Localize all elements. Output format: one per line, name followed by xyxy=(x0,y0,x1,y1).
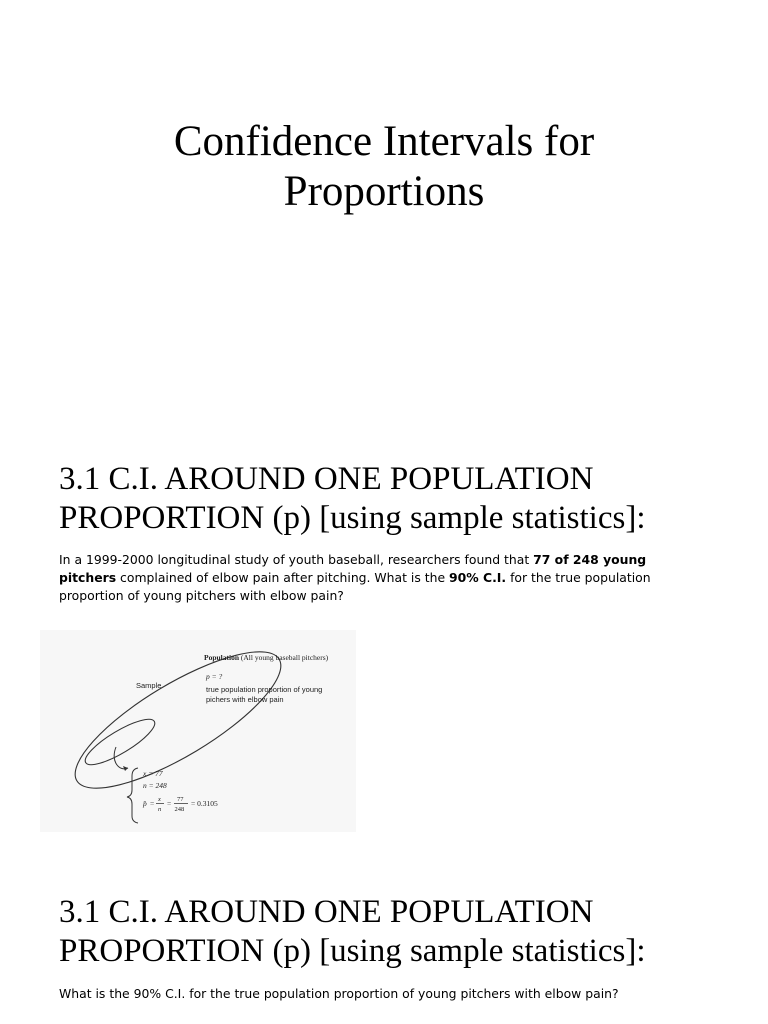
brace-icon xyxy=(127,768,138,823)
population-desc: (All young baseball pitchers) xyxy=(240,653,329,662)
page-title xyxy=(0,117,768,217)
section-heading-2-line-2: PROPORTION (p) [using sample statistics]: xyxy=(59,933,646,969)
problem-bold-ci: 90% C.I. xyxy=(449,570,507,585)
section-heading-2-line-1: 3.1 C.I. AROUND ONE POPULATION xyxy=(59,894,594,930)
population-sample-figure xyxy=(40,630,356,832)
population-label xyxy=(204,653,329,662)
problem-text-part-2: complained of elbow pain after pitching. What is the xyxy=(116,570,450,585)
section-heading-2 xyxy=(59,893,739,971)
frac-77: 77 xyxy=(177,796,184,803)
problem-statement xyxy=(59,551,699,605)
phat-equation xyxy=(142,796,218,813)
problem-bold-sample: 77 of 248 young pitchers xyxy=(59,552,647,585)
title-line-2: Proportions xyxy=(283,168,485,215)
frac-248: 248 xyxy=(174,806,185,813)
n-equation: n = 248 xyxy=(143,781,167,790)
p-desc-line-1: true population proportion of young xyxy=(206,685,323,694)
frac-equals: = xyxy=(167,799,172,808)
arrow-head-icon xyxy=(123,766,128,771)
sample-label: Sample xyxy=(136,681,162,690)
phat-result: = 0.3105 xyxy=(191,799,218,808)
population-bold: Population xyxy=(204,653,240,662)
frac-x: x xyxy=(158,796,161,803)
section-heading-1-line-1: 3.1 C.I. AROUND ONE POPULATION xyxy=(59,461,594,497)
phat-equals: = xyxy=(150,799,155,808)
question-text: What is the 90% C.I. for the true population proportion of young pitchers with elbow pain? xyxy=(59,986,619,1001)
sample-arrow-line xyxy=(114,747,128,769)
section-heading-1-line-2: PROPORTION (p) [using sample statistics]: xyxy=(59,500,646,536)
problem-text-part-3: for the true population proportion of young pitchers with elbow pain? xyxy=(59,570,651,603)
frac-n: n xyxy=(158,806,162,813)
p-desc-line-2: pichers with elbow pain xyxy=(206,695,284,704)
problem-text-part-1: In a 1999-2000 longitudinal study of youth baseball, researchers found that xyxy=(59,552,534,567)
x-equation: x = 77 xyxy=(143,769,163,778)
population-sample-diagram xyxy=(40,630,356,832)
phat-symbol: p̂ xyxy=(143,799,147,808)
p-value: p = ? xyxy=(206,672,223,681)
title-line-1: Confidence Intervals for xyxy=(173,118,595,165)
section-heading-1 xyxy=(59,460,739,538)
